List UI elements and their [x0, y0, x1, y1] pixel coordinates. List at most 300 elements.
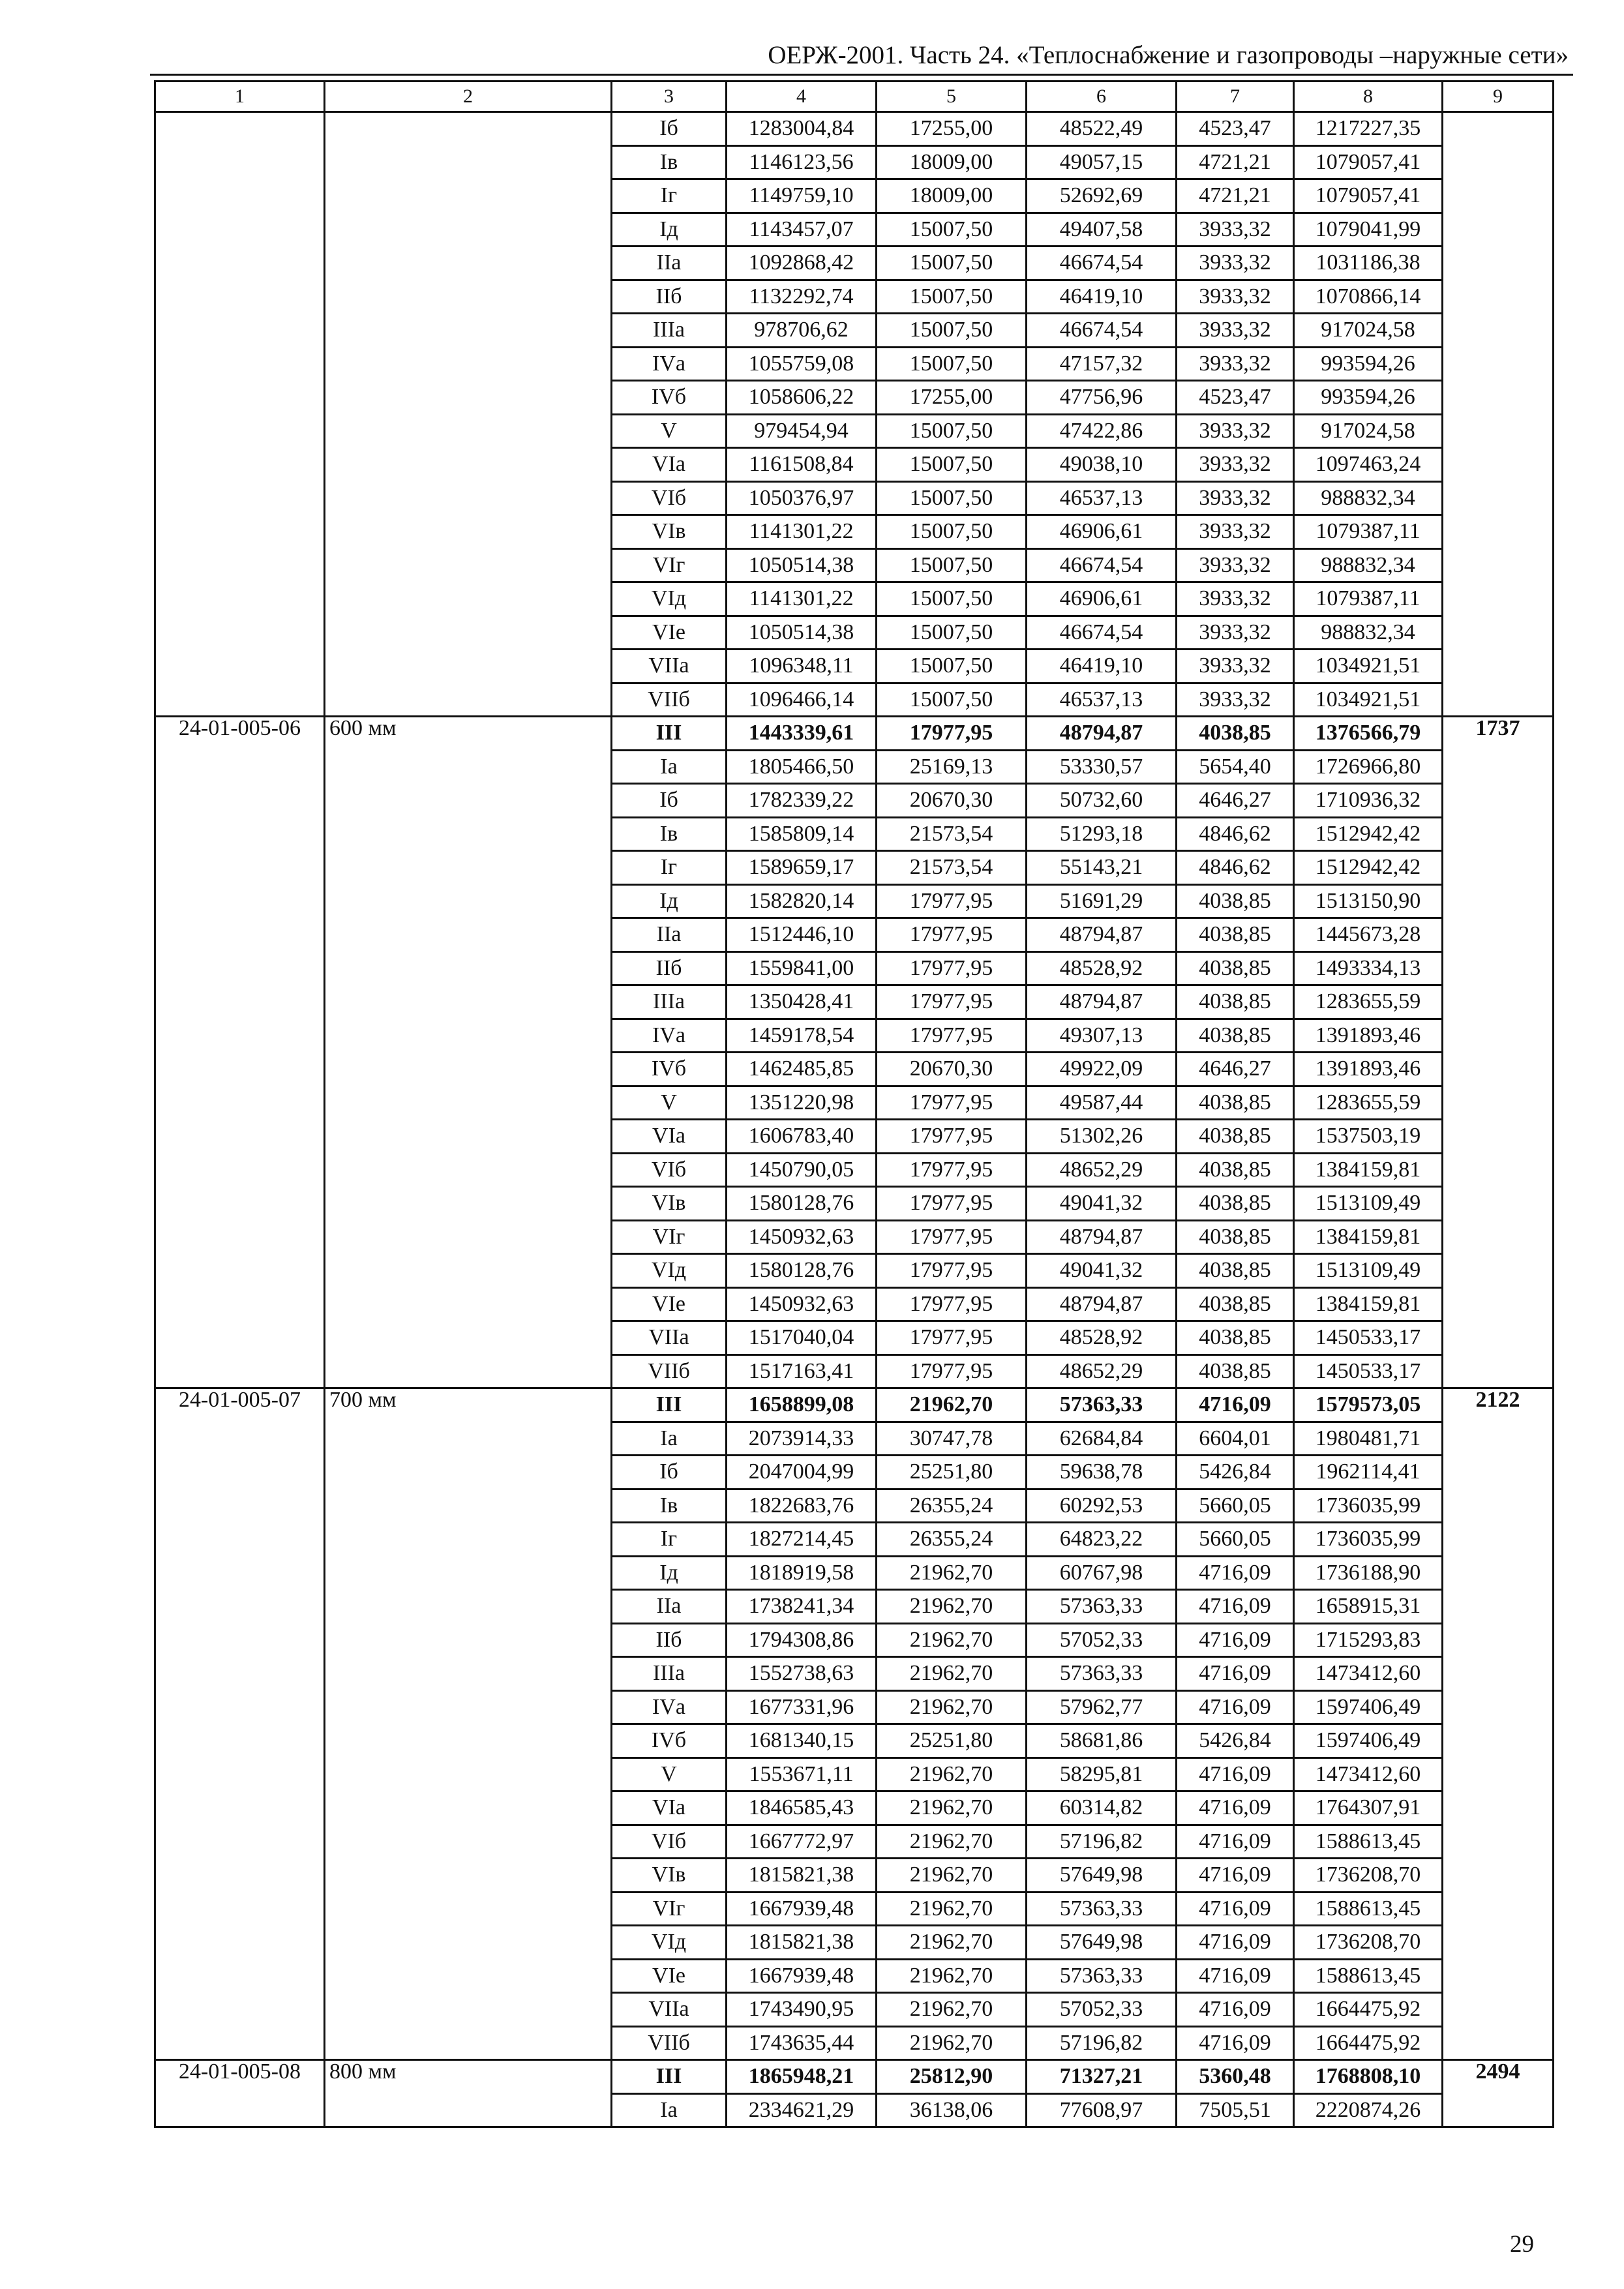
value-cell: 917024,58 [1294, 314, 1443, 348]
rate-code-cell: 24-01-005-07 [155, 1388, 325, 2060]
value-cell: 48652,29 [1027, 1153, 1177, 1187]
zone-cell: IIIа [612, 985, 727, 1019]
value-cell: 49307,13 [1027, 1019, 1177, 1053]
value-cell: 52692,69 [1027, 179, 1177, 213]
zone-cell: VIа [612, 1120, 727, 1154]
value-cell: 1050514,38 [727, 548, 877, 582]
value-cell: 15007,50 [877, 314, 1027, 348]
value-cell: 15007,50 [877, 347, 1027, 381]
value-cell: 4646,27 [1177, 1053, 1294, 1086]
zone-cell: VIб [612, 1153, 727, 1187]
column-9-cell [1443, 112, 1554, 717]
zone-cell: V [612, 1086, 727, 1120]
value-cell: 1552738,63 [727, 1657, 877, 1691]
value-cell: 4846,62 [1177, 817, 1294, 851]
value-cell: 1736208,70 [1294, 1859, 1443, 1893]
value-cell: 21962,70 [877, 1590, 1027, 1624]
value-cell: 48652,29 [1027, 1354, 1177, 1388]
value-cell: 21962,70 [877, 1892, 1027, 1926]
value-cell: 1736035,99 [1294, 1489, 1443, 1523]
zone-cell: III [612, 2060, 727, 2094]
value-cell: 1141301,22 [727, 515, 877, 549]
value-cell: 46674,54 [1027, 548, 1177, 582]
value-cell: 4716,09 [1177, 1959, 1294, 1993]
zone-cell: IIа [612, 247, 727, 280]
column-9-cell: 2494 [1443, 2060, 1554, 2127]
value-cell: 47422,86 [1027, 414, 1177, 448]
value-cell: 1738241,34 [727, 1590, 877, 1624]
value-cell: 1962114,41 [1294, 1456, 1443, 1489]
value-cell: 1513150,90 [1294, 884, 1443, 918]
value-cell: 4716,09 [1177, 2026, 1294, 2060]
zone-cell: IIа [612, 1590, 727, 1624]
value-cell: 58681,86 [1027, 1724, 1177, 1758]
value-cell: 4721,21 [1177, 145, 1294, 179]
value-cell: 7505,51 [1177, 2093, 1294, 2127]
zone-cell: V [612, 1758, 727, 1791]
value-cell: 46674,54 [1027, 314, 1177, 348]
value-cell: 1462485,85 [727, 1053, 877, 1086]
value-cell: 917024,58 [1294, 414, 1443, 448]
value-cell: 3933,32 [1177, 650, 1294, 683]
value-cell: 4523,47 [1177, 112, 1294, 146]
value-cell: 1445673,28 [1294, 918, 1443, 952]
column-header: 6 [1027, 82, 1177, 112]
value-cell: 1092868,42 [727, 247, 877, 280]
value-cell: 4716,09 [1177, 1791, 1294, 1825]
value-cell: 48522,49 [1027, 112, 1177, 146]
value-cell: 3933,32 [1177, 347, 1294, 381]
value-cell: 25251,80 [877, 1456, 1027, 1489]
value-cell: 17977,95 [877, 1220, 1027, 1254]
value-cell: 1743635,44 [727, 2026, 877, 2060]
value-cell: 1079387,11 [1294, 582, 1443, 616]
zone-cell: VIIа [612, 1321, 727, 1355]
value-cell: 1664475,92 [1294, 2026, 1443, 2060]
value-cell: 1031186,38 [1294, 247, 1443, 280]
column-number-row [155, 82, 1554, 112]
value-cell: 1096466,14 [727, 683, 877, 717]
value-cell: 46906,61 [1027, 582, 1177, 616]
value-cell: 1664475,92 [1294, 1993, 1443, 2027]
value-cell: 57052,33 [1027, 1993, 1177, 2027]
zone-cell: VIIб [612, 2026, 727, 2060]
value-cell: 979454,94 [727, 414, 877, 448]
value-cell: 4038,85 [1177, 1287, 1294, 1321]
value-cell: 1384159,81 [1294, 1287, 1443, 1321]
value-cell: 1764307,91 [1294, 1791, 1443, 1825]
value-cell: 1517163,41 [727, 1354, 877, 1388]
value-cell: 57363,33 [1027, 1892, 1177, 1926]
value-cell: 988832,34 [1294, 616, 1443, 650]
zone-cell: IIб [612, 280, 727, 314]
value-cell: 1588613,45 [1294, 1892, 1443, 1926]
value-cell: 49587,44 [1027, 1086, 1177, 1120]
value-cell: 1846585,43 [727, 1791, 877, 1825]
value-cell: 1450533,17 [1294, 1354, 1443, 1388]
value-cell: 1283655,59 [1294, 985, 1443, 1019]
value-cell: 49057,15 [1027, 145, 1177, 179]
value-cell: 57363,33 [1027, 1657, 1177, 1691]
zone-cell: Iа [612, 2093, 727, 2127]
value-cell: 60767,98 [1027, 1556, 1177, 1590]
value-cell: 4523,47 [1177, 381, 1294, 415]
value-cell: 21962,70 [877, 1657, 1027, 1691]
diameter-cell: 700 мм [325, 1388, 612, 2060]
value-cell: 1079057,41 [1294, 145, 1443, 179]
column-header: 2 [325, 82, 612, 112]
value-cell: 46674,54 [1027, 616, 1177, 650]
value-cell: 15007,50 [877, 247, 1027, 280]
value-cell: 15007,50 [877, 448, 1027, 482]
value-cell: 15007,50 [877, 582, 1027, 616]
value-cell: 21573,54 [877, 851, 1027, 885]
zone-cell: VIв [612, 1859, 727, 1893]
value-cell: 1667939,48 [727, 1959, 877, 1993]
value-cell: 57196,82 [1027, 1825, 1177, 1859]
value-cell: 5660,05 [1177, 1489, 1294, 1523]
value-cell: 2047004,99 [727, 1456, 877, 1489]
value-cell: 15007,50 [877, 650, 1027, 683]
value-cell: 3933,32 [1177, 448, 1294, 482]
value-cell: 1351220,98 [727, 1086, 877, 1120]
value-cell: 1597406,49 [1294, 1724, 1443, 1758]
value-cell: 1055759,08 [727, 347, 877, 381]
value-cell: 3933,32 [1177, 314, 1294, 348]
value-cell: 21962,70 [877, 1859, 1027, 1893]
value-cell: 1034921,51 [1294, 683, 1443, 717]
zone-cell: IVб [612, 381, 727, 415]
value-cell: 4716,09 [1177, 1926, 1294, 1960]
value-cell: 46419,10 [1027, 280, 1177, 314]
value-cell: 1512446,10 [727, 918, 877, 952]
value-cell: 1582820,14 [727, 884, 877, 918]
zone-cell: VIд [612, 582, 727, 616]
rate-code-cell: 24-01-005-08 [155, 2060, 325, 2127]
value-cell: 5660,05 [1177, 1523, 1294, 1557]
value-cell: 36138,06 [877, 2093, 1027, 2127]
zone-cell: Iд [612, 213, 727, 247]
zone-cell: Iв [612, 145, 727, 179]
column-9-cell: 2122 [1443, 1388, 1554, 2060]
value-cell: 1034921,51 [1294, 650, 1443, 683]
value-cell: 1161508,84 [727, 448, 877, 482]
value-cell: 46419,10 [1027, 650, 1177, 683]
value-cell: 53330,57 [1027, 750, 1177, 784]
zone-cell: VIг [612, 548, 727, 582]
value-cell: 1537503,19 [1294, 1120, 1443, 1154]
value-cell: 1815821,38 [727, 1926, 877, 1960]
value-cell: 3933,32 [1177, 683, 1294, 717]
value-cell: 46906,61 [1027, 515, 1177, 549]
value-cell: 50732,60 [1027, 784, 1177, 818]
zone-cell: VIIа [612, 1993, 727, 2027]
value-cell: 1782339,22 [727, 784, 877, 818]
value-cell: 21962,70 [877, 1791, 1027, 1825]
zone-cell: IIIа [612, 1657, 727, 1691]
value-cell: 4038,85 [1177, 1153, 1294, 1187]
value-cell: 4038,85 [1177, 918, 1294, 952]
value-cell: 1726966,80 [1294, 750, 1443, 784]
value-cell: 2073914,33 [727, 1422, 877, 1456]
column-header: 4 [727, 82, 877, 112]
value-cell: 1473412,60 [1294, 1758, 1443, 1791]
rate-code-cell: 24-01-005-06 [155, 717, 325, 1388]
value-cell: 21962,70 [877, 1758, 1027, 1791]
zone-cell: Iг [612, 1523, 727, 1557]
zone-cell: VIIб [612, 683, 727, 717]
value-cell: 57649,98 [1027, 1926, 1177, 1960]
zone-cell: IVа [612, 1690, 727, 1724]
value-cell: 15007,50 [877, 548, 1027, 582]
table-row [155, 1388, 1554, 1422]
value-cell: 1143457,07 [727, 213, 877, 247]
value-cell: 1517040,04 [727, 1321, 877, 1355]
value-cell: 15007,50 [877, 481, 1027, 515]
value-cell: 1606783,40 [727, 1120, 877, 1154]
value-cell: 1391893,46 [1294, 1019, 1443, 1053]
value-cell: 4038,85 [1177, 1120, 1294, 1154]
zone-cell: VIг [612, 1220, 727, 1254]
value-cell: 1079057,41 [1294, 179, 1443, 213]
value-cell: 993594,26 [1294, 381, 1443, 415]
value-cell: 77608,97 [1027, 2093, 1177, 2127]
value-cell: 3933,32 [1177, 481, 1294, 515]
zone-cell: IIIа [612, 314, 727, 348]
value-cell: 15007,50 [877, 280, 1027, 314]
value-cell: 59638,78 [1027, 1456, 1177, 1489]
value-cell: 17255,00 [877, 381, 1027, 415]
value-cell: 21962,70 [877, 1556, 1027, 1590]
zone-cell: Iд [612, 884, 727, 918]
zone-cell: VIд [612, 1254, 727, 1288]
value-cell: 1818919,58 [727, 1556, 877, 1590]
value-cell: 49922,09 [1027, 1053, 1177, 1086]
value-cell: 57363,33 [1027, 1590, 1177, 1624]
value-cell: 21962,70 [877, 1959, 1027, 1993]
value-cell: 21962,70 [877, 1825, 1027, 1859]
value-cell: 1794308,86 [727, 1623, 877, 1657]
zone-cell: VIг [612, 1892, 727, 1926]
value-cell: 48528,92 [1027, 951, 1177, 985]
value-cell: 4716,09 [1177, 1690, 1294, 1724]
value-cell: 1588613,45 [1294, 1959, 1443, 1993]
value-cell: 21962,70 [877, 2026, 1027, 2060]
value-cell: 1512942,42 [1294, 817, 1443, 851]
value-cell: 4038,85 [1177, 1220, 1294, 1254]
column-header: 1 [155, 82, 325, 112]
zone-cell: VIб [612, 1825, 727, 1859]
value-cell: 17977,95 [877, 717, 1027, 751]
value-cell: 1070866,14 [1294, 280, 1443, 314]
table-row [155, 717, 1554, 751]
zone-cell: VIд [612, 1926, 727, 1960]
table-body [155, 112, 1554, 2127]
value-cell: 51302,26 [1027, 1120, 1177, 1154]
value-cell: 1513109,49 [1294, 1254, 1443, 1288]
value-cell: 48794,87 [1027, 1220, 1177, 1254]
value-cell: 1553671,11 [727, 1758, 877, 1791]
zone-cell: VIв [612, 1187, 727, 1221]
value-cell: 20670,30 [877, 1053, 1027, 1086]
value-cell: 55143,21 [1027, 851, 1177, 885]
zone-cell: Iг [612, 179, 727, 213]
value-cell: 62684,84 [1027, 1422, 1177, 1456]
value-cell: 3933,32 [1177, 414, 1294, 448]
value-cell: 3933,32 [1177, 616, 1294, 650]
rate-code-cell [155, 112, 325, 717]
value-cell: 15007,50 [877, 414, 1027, 448]
value-cell: 1736035,99 [1294, 1523, 1443, 1557]
value-cell: 4038,85 [1177, 985, 1294, 1019]
value-cell: 1597406,49 [1294, 1690, 1443, 1724]
value-cell: 49038,10 [1027, 448, 1177, 482]
value-cell: 15007,50 [877, 616, 1027, 650]
value-cell: 58295,81 [1027, 1758, 1177, 1791]
value-cell: 71327,21 [1027, 2060, 1177, 2094]
value-cell: 3933,32 [1177, 548, 1294, 582]
value-cell: 4038,85 [1177, 1354, 1294, 1388]
value-cell: 49041,32 [1027, 1254, 1177, 1288]
value-cell: 48794,87 [1027, 1287, 1177, 1321]
diameter-cell: 600 мм [325, 717, 612, 1388]
value-cell: 48794,87 [1027, 918, 1177, 952]
value-cell: 48528,92 [1027, 1321, 1177, 1355]
value-cell: 988832,34 [1294, 548, 1443, 582]
value-cell: 1079041,99 [1294, 213, 1443, 247]
value-cell: 17977,95 [877, 1187, 1027, 1221]
value-cell: 17977,95 [877, 1321, 1027, 1355]
value-cell: 1677331,96 [727, 1690, 877, 1724]
zone-cell: VIIб [612, 1354, 727, 1388]
page-number: 29 [1510, 2231, 1534, 2258]
value-cell: 60314,82 [1027, 1791, 1177, 1825]
value-cell: 60292,53 [1027, 1489, 1177, 1523]
value-cell: 21962,70 [877, 1993, 1027, 2027]
value-cell: 4716,09 [1177, 1388, 1294, 1422]
value-cell: 4716,09 [1177, 1590, 1294, 1624]
column-header: 5 [877, 82, 1027, 112]
value-cell: 1743490,95 [727, 1993, 877, 2027]
value-cell: 4038,85 [1177, 1019, 1294, 1053]
value-cell: 17977,95 [877, 1019, 1027, 1053]
zone-cell: IIб [612, 1623, 727, 1657]
value-cell: 1865948,21 [727, 2060, 877, 2094]
value-cell: 3933,32 [1177, 213, 1294, 247]
zone-cell: Iд [612, 1556, 727, 1590]
zone-cell: VIб [612, 481, 727, 515]
value-cell: 1736188,90 [1294, 1556, 1443, 1590]
value-cell: 1658899,08 [727, 1388, 877, 1422]
zone-cell: IVа [612, 347, 727, 381]
value-cell: 46674,54 [1027, 247, 1177, 280]
value-cell: 4721,21 [1177, 179, 1294, 213]
value-cell: 17977,95 [877, 985, 1027, 1019]
value-cell: 4646,27 [1177, 784, 1294, 818]
value-cell: 21962,70 [877, 1926, 1027, 1960]
document-header: ОЕРЖ-2001. Часть 24. «Теплоснабжение и газопроводы –наружные сети» [768, 41, 1569, 69]
zone-cell: III [612, 717, 727, 751]
value-cell: 1217227,35 [1294, 112, 1443, 146]
zone-cell: III [612, 1388, 727, 1422]
value-cell: 1096348,11 [727, 650, 877, 683]
value-cell: 5654,40 [1177, 750, 1294, 784]
value-cell: 4716,09 [1177, 1993, 1294, 2027]
zone-cell: VIв [612, 515, 727, 549]
value-cell: 57363,33 [1027, 1959, 1177, 1993]
value-cell: 1513109,49 [1294, 1187, 1443, 1221]
value-cell: 17977,95 [877, 1354, 1027, 1388]
value-cell: 1736208,70 [1294, 1926, 1443, 1960]
value-cell: 17977,95 [877, 1287, 1027, 1321]
value-cell: 4038,85 [1177, 951, 1294, 985]
value-cell: 2220874,26 [1294, 2093, 1443, 2127]
zone-cell: IVб [612, 1053, 727, 1086]
value-cell: 17977,95 [877, 1254, 1027, 1288]
value-cell: 21962,70 [877, 1388, 1027, 1422]
value-cell: 25169,13 [877, 750, 1027, 784]
zone-cell: IVб [612, 1724, 727, 1758]
value-cell: 15007,50 [877, 515, 1027, 549]
zone-cell: Iб [612, 112, 727, 146]
diameter-cell [325, 112, 612, 717]
value-cell: 18009,00 [877, 145, 1027, 179]
value-cell: 47157,32 [1027, 347, 1177, 381]
value-cell: 3933,32 [1177, 515, 1294, 549]
zone-cell: Iа [612, 750, 727, 784]
value-cell: 48794,87 [1027, 985, 1177, 1019]
zone-cell: V [612, 414, 727, 448]
value-cell: 4846,62 [1177, 851, 1294, 885]
value-cell: 978706,62 [727, 314, 877, 348]
value-cell: 1585809,14 [727, 817, 877, 851]
value-cell: 1350428,41 [727, 985, 877, 1019]
zone-cell: VIе [612, 616, 727, 650]
value-cell: 1141301,22 [727, 582, 877, 616]
value-cell: 4716,09 [1177, 1892, 1294, 1926]
value-cell: 17977,95 [877, 884, 1027, 918]
value-cell: 1097463,24 [1294, 448, 1443, 482]
value-cell: 4038,85 [1177, 884, 1294, 918]
value-cell: 49041,32 [1027, 1187, 1177, 1221]
table-row [155, 2060, 1554, 2094]
value-cell: 1450932,63 [727, 1220, 877, 1254]
value-cell: 4716,09 [1177, 1556, 1294, 1590]
rates-table [154, 80, 1554, 2128]
value-cell: 1667772,97 [727, 1825, 877, 1859]
value-cell: 26355,24 [877, 1489, 1027, 1523]
value-cell: 5426,84 [1177, 1456, 1294, 1489]
table-row [155, 112, 1554, 146]
value-cell: 57196,82 [1027, 2026, 1177, 2060]
value-cell: 1827214,45 [727, 1523, 877, 1557]
value-cell: 1493334,13 [1294, 951, 1443, 985]
zone-cell: Iб [612, 1456, 727, 1489]
value-cell: 57962,77 [1027, 1690, 1177, 1724]
zone-cell: VIе [612, 1287, 727, 1321]
value-cell: 20670,30 [877, 784, 1027, 818]
zone-cell: VIа [612, 1791, 727, 1825]
value-cell: 21962,70 [877, 1623, 1027, 1657]
value-cell: 1580128,76 [727, 1187, 877, 1221]
value-cell: 1805466,50 [727, 750, 877, 784]
value-cell: 1580128,76 [727, 1254, 877, 1288]
value-cell: 1473412,60 [1294, 1657, 1443, 1691]
zone-cell: IIа [612, 918, 727, 952]
zone-cell: VIIа [612, 650, 727, 683]
value-cell: 1376566,79 [1294, 717, 1443, 751]
value-cell: 4038,85 [1177, 1321, 1294, 1355]
